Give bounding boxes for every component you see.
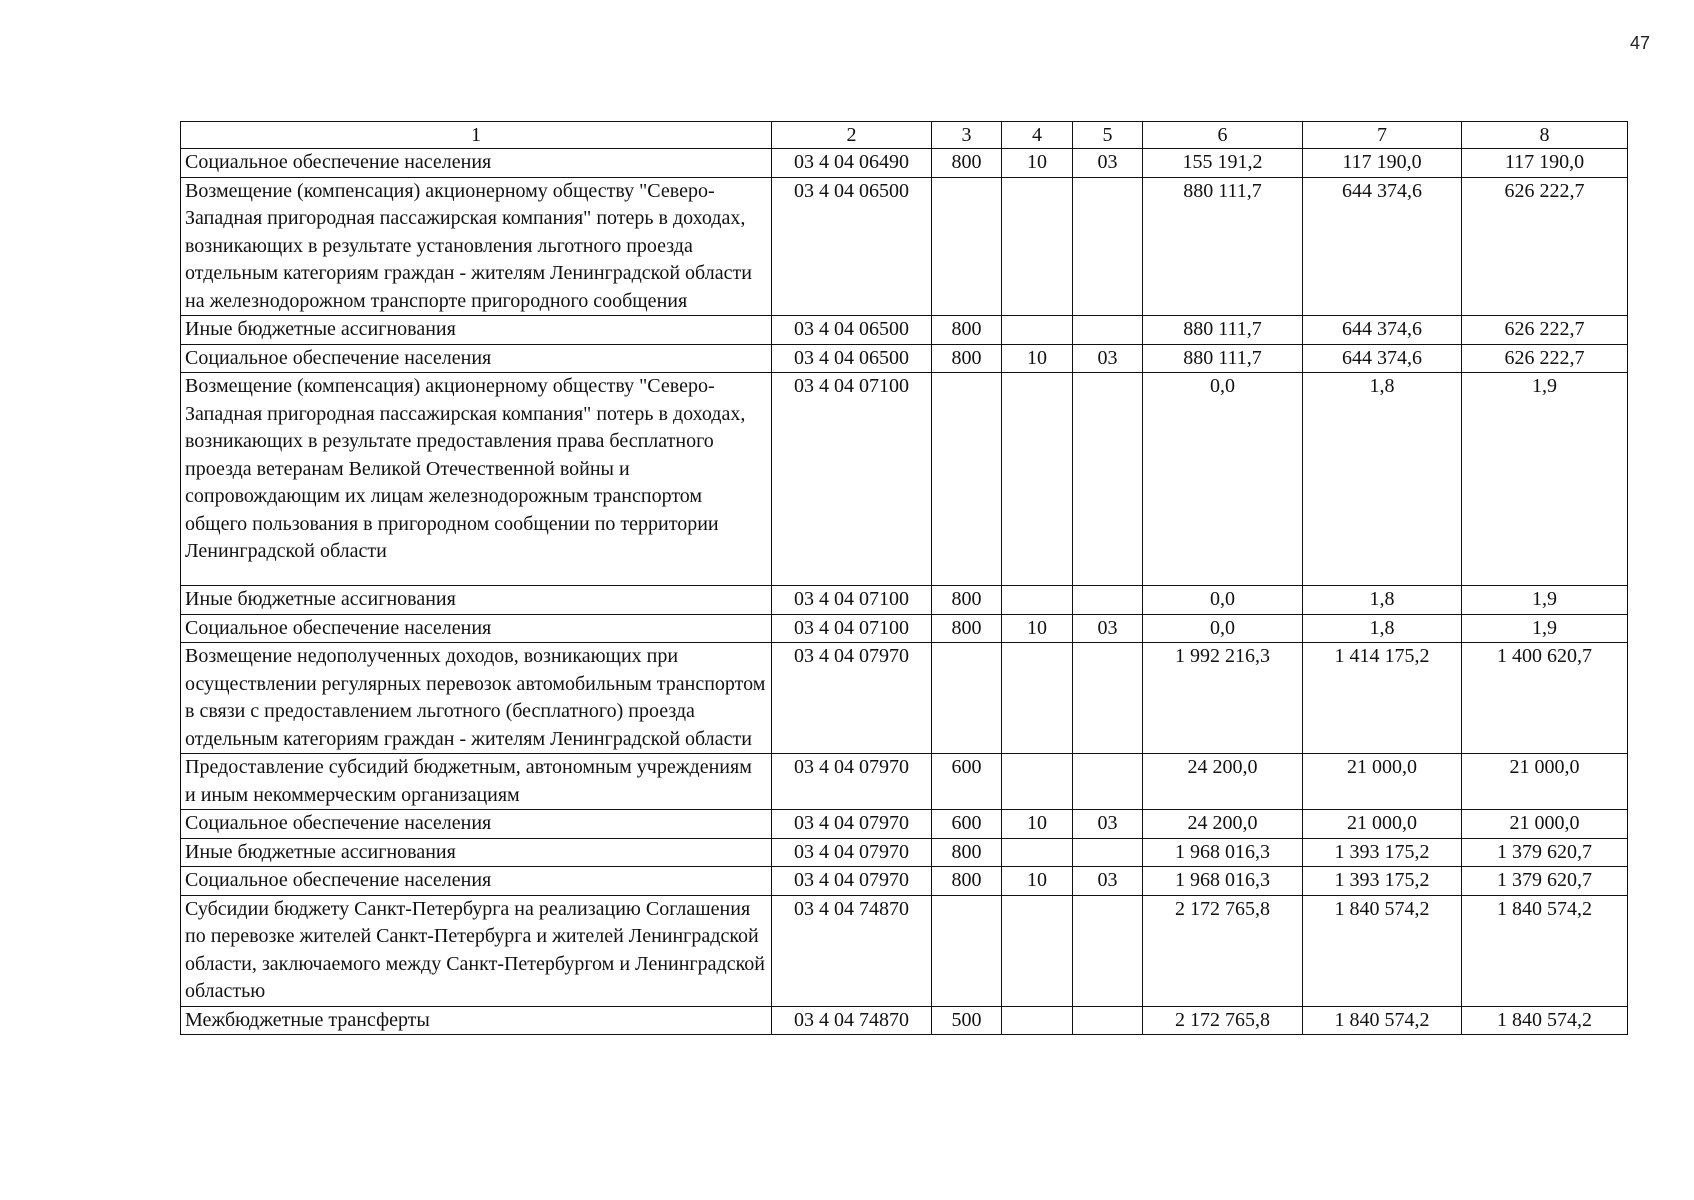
row-code: 03 4 04 07970 <box>772 643 932 754</box>
row-col7: 644 374,6 <box>1303 177 1462 316</box>
row-col6: 880 111,7 <box>1143 344 1303 373</box>
row-code: 03 4 04 07970 <box>772 754 932 810</box>
row-code: 03 4 04 07970 <box>772 810 932 839</box>
row-col3: 800 <box>932 316 1002 345</box>
row-name: Иные бюджетные ассигнования <box>181 838 772 867</box>
table-row <box>181 586 1628 615</box>
row-col7: 21 000,0 <box>1303 810 1462 839</box>
row-col6: 155 191,2 <box>1143 149 1303 178</box>
row-name: Межбюджетные трансферты <box>181 1006 772 1035</box>
row-col3: 600 <box>932 810 1002 839</box>
row-code: 03 4 04 07970 <box>772 838 932 867</box>
table-row <box>181 614 1628 643</box>
row-col6: 1 992 216,3 <box>1143 643 1303 754</box>
row-col3: 800 <box>932 867 1002 896</box>
row-col8: 626 222,7 <box>1462 344 1628 373</box>
row-col8: 1 400 620,7 <box>1462 643 1628 754</box>
row-name: Возмещение (компенсация) акционерному обществу "Северо-Западная пригородная пассажирская компания" потерь в доходах, возникающих в результате предоставления права бесплатного проезда ветеранам Великой Отечественной войны и сопровождающим их лицам железнодорожным транспортом общего пользования в пригородном сообщении по территории Ленинградской области <box>181 373 772 586</box>
col-header-3: 3 <box>932 122 1002 149</box>
row-col8: 1,9 <box>1462 373 1628 586</box>
row-col5 <box>1073 1006 1143 1035</box>
row-code: 03 4 04 07100 <box>772 614 932 643</box>
row-col8: 1 379 620,7 <box>1462 867 1628 896</box>
row-name: Иные бюджетные ассигнования <box>181 316 772 345</box>
row-col8: 117 190,0 <box>1462 149 1628 178</box>
col-header-5: 5 <box>1073 122 1143 149</box>
row-col7: 1,8 <box>1303 586 1462 615</box>
row-col7: 1 840 574,2 <box>1303 895 1462 1006</box>
row-col6: 24 200,0 <box>1143 754 1303 810</box>
row-name: Иные бюджетные ассигнования <box>181 586 772 615</box>
row-code: 03 4 04 06500 <box>772 344 932 373</box>
col-header-2: 2 <box>772 122 932 149</box>
row-col3 <box>932 643 1002 754</box>
row-name: Субсидии бюджету Санкт-Петербурга на реализацию Соглашения по перевозке жителей Санкт-Петербурга и жителей Ленинградской области, заключаемого между Санкт-Петербургом и Ленинградской областью <box>181 895 772 1006</box>
row-col7: 1 393 175,2 <box>1303 838 1462 867</box>
row-name: Предоставление субсидий бюджетным, автономным учреждениям и иным некоммерческим организациям <box>181 754 772 810</box>
row-col7: 1 414 175,2 <box>1303 643 1462 754</box>
col-header-4: 4 <box>1002 122 1073 149</box>
row-col7: 1 393 175,2 <box>1303 867 1462 896</box>
row-col6: 2 172 765,8 <box>1143 895 1303 1006</box>
row-col8: 1,9 <box>1462 614 1628 643</box>
table-row <box>181 867 1628 896</box>
row-col8: 626 222,7 <box>1462 316 1628 345</box>
row-col5: 03 <box>1073 344 1143 373</box>
row-col5: 03 <box>1073 614 1143 643</box>
row-col5 <box>1073 838 1143 867</box>
row-col7: 21 000,0 <box>1303 754 1462 810</box>
row-col6: 0,0 <box>1143 614 1303 643</box>
row-col3: 800 <box>932 838 1002 867</box>
row-col5 <box>1073 895 1143 1006</box>
row-col4: 10 <box>1002 344 1073 373</box>
table-row <box>181 316 1628 345</box>
row-col4: 10 <box>1002 867 1073 896</box>
row-col7: 1,8 <box>1303 373 1462 586</box>
table-row <box>181 895 1628 1006</box>
row-col6: 880 111,7 <box>1143 316 1303 345</box>
row-col4: 10 <box>1002 614 1073 643</box>
row-code: 03 4 04 07100 <box>772 586 932 615</box>
row-col7: 117 190,0 <box>1303 149 1462 178</box>
row-col5: 03 <box>1073 810 1143 839</box>
row-col4 <box>1002 838 1073 867</box>
row-code: 03 4 04 06500 <box>772 177 932 316</box>
table-row <box>181 149 1628 178</box>
row-name: Социальное обеспечение населения <box>181 344 772 373</box>
row-name: Социальное обеспечение населения <box>181 149 772 178</box>
row-col4 <box>1002 643 1073 754</box>
table-row <box>181 643 1628 754</box>
row-col4 <box>1002 1006 1073 1035</box>
row-code: 03 4 04 06500 <box>772 316 932 345</box>
row-col8: 21 000,0 <box>1462 754 1628 810</box>
row-col4 <box>1002 373 1073 586</box>
row-col6: 24 200,0 <box>1143 810 1303 839</box>
row-name: Социальное обеспечение населения <box>181 810 772 839</box>
col-header-8: 8 <box>1462 122 1628 149</box>
col-header-7: 7 <box>1303 122 1462 149</box>
row-col4: 10 <box>1002 149 1073 178</box>
row-col6: 2 172 765,8 <box>1143 1006 1303 1035</box>
budget-table <box>180 121 1628 1035</box>
row-col4 <box>1002 586 1073 615</box>
page-number: 47 <box>1629 33 1650 53</box>
row-col4 <box>1002 316 1073 345</box>
row-name: Социальное обеспечение населения <box>181 614 772 643</box>
row-code: 03 4 04 07970 <box>772 867 932 896</box>
row-col3 <box>932 177 1002 316</box>
col-header-1: 1 <box>181 122 772 149</box>
row-col3: 500 <box>932 1006 1002 1035</box>
row-col3: 800 <box>932 586 1002 615</box>
row-col4 <box>1002 177 1073 316</box>
row-col5: 03 <box>1073 867 1143 896</box>
row-col8: 21 000,0 <box>1462 810 1628 839</box>
row-col4: 10 <box>1002 810 1073 839</box>
row-code: 03 4 04 74870 <box>772 895 932 1006</box>
col-header-6: 6 <box>1143 122 1303 149</box>
row-code: 03 4 04 74870 <box>772 1006 932 1035</box>
row-col3 <box>932 373 1002 586</box>
table-row <box>181 838 1628 867</box>
row-col5 <box>1073 177 1143 316</box>
row-col7: 1 840 574,2 <box>1303 1006 1462 1035</box>
row-col5 <box>1073 316 1143 345</box>
row-col5 <box>1073 754 1143 810</box>
row-col6: 1 968 016,3 <box>1143 838 1303 867</box>
row-name: Возмещение (компенсация) акционерному обществу "Северо-Западная пригородная пассажирская компания" потерь в доходах, возникающих в результате установления льготного проезда отдельным категориям граждан - жителям Ленинградской области на железнодорожном транспорте пригородного сообщения <box>181 177 772 316</box>
table-row <box>181 344 1628 373</box>
table-row <box>181 373 1628 586</box>
row-col7: 1,8 <box>1303 614 1462 643</box>
row-col3: 800 <box>932 344 1002 373</box>
table-row <box>181 177 1628 316</box>
row-col5 <box>1073 643 1143 754</box>
row-code: 03 4 04 06490 <box>772 149 932 178</box>
row-col3: 600 <box>932 754 1002 810</box>
row-code: 03 4 04 07100 <box>772 373 932 586</box>
row-col8: 1,9 <box>1462 586 1628 615</box>
row-col8: 1 840 574,2 <box>1462 895 1628 1006</box>
row-col4 <box>1002 754 1073 810</box>
row-col7: 644 374,6 <box>1303 344 1462 373</box>
row-col4 <box>1002 895 1073 1006</box>
table-row <box>181 754 1628 810</box>
row-col3: 800 <box>932 614 1002 643</box>
header-row <box>181 122 1628 149</box>
row-name: Социальное обеспечение населения <box>181 867 772 896</box>
row-col5 <box>1073 586 1143 615</box>
row-col6: 1 968 016,3 <box>1143 867 1303 896</box>
row-col8: 626 222,7 <box>1462 177 1628 316</box>
row-col7: 644 374,6 <box>1303 316 1462 345</box>
row-col8: 1 840 574,2 <box>1462 1006 1628 1035</box>
row-col6: 0,0 <box>1143 373 1303 586</box>
row-col8: 1 379 620,7 <box>1462 838 1628 867</box>
row-col6: 0,0 <box>1143 586 1303 615</box>
row-name: Возмещение недополученных доходов, возникающих при осуществлении регулярных перевозок автомобильным транспортом в связи с предоставлением льготного (бесплатного) проезда отдельным категориям граждан - жителям Ленинградской области <box>181 643 772 754</box>
table-row <box>181 1006 1628 1035</box>
row-col6: 880 111,7 <box>1143 177 1303 316</box>
row-col5 <box>1073 373 1143 586</box>
row-col3 <box>932 895 1002 1006</box>
row-col5: 03 <box>1073 149 1143 178</box>
row-col3: 800 <box>932 149 1002 178</box>
table-row <box>181 810 1628 839</box>
